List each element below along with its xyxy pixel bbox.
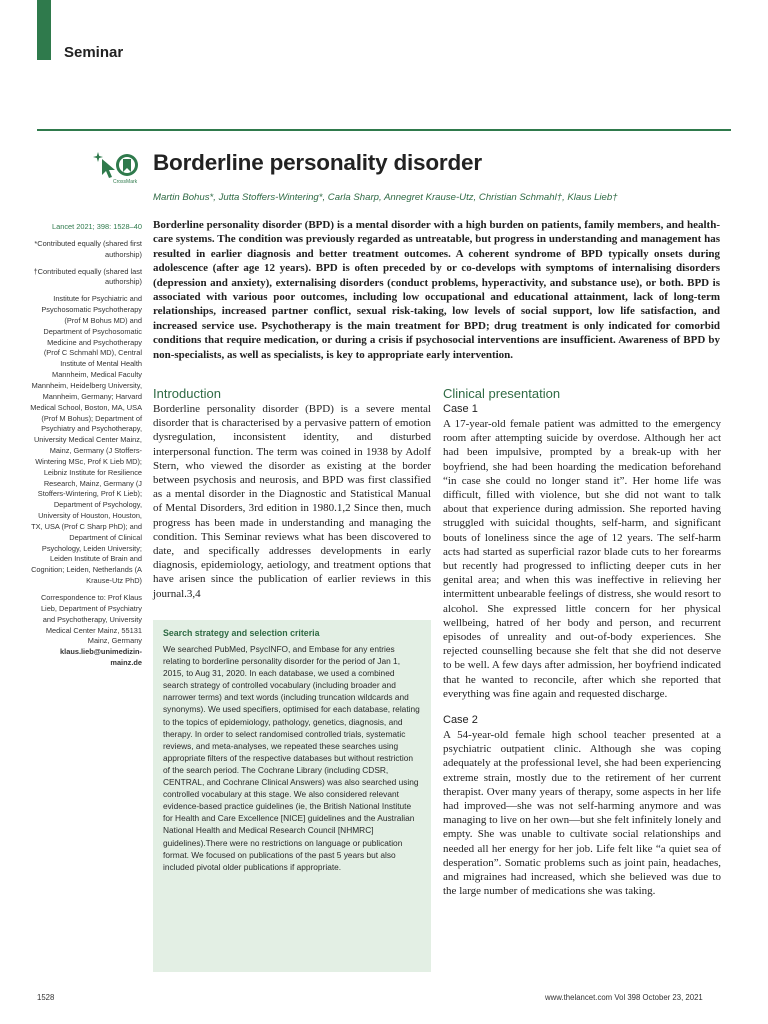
header-divider: [37, 129, 731, 131]
author-list: Martin Bohus*, Jutta Stoffers-Wintering*, Carla Sharp, Annegret Krause-Utz, Christian Schmahl†, Klaus Lieb†: [153, 192, 618, 203]
page-number: 1528: [37, 993, 55, 1002]
crossmark-badge[interactable]: [91, 150, 141, 190]
introduction-body: Borderline personality disorder (BPD) is a severe mental disorder that is characterised by a pervasive pattern of emotion dysregulation, inconsistent identity, and disturbed interpersonal function. The term was coined in 1938 by Adolf Stern, who viewed the disorder as existing at the border between psychosis and neurosis, and BPD was first classified as a mental disorder in the Diagnostic and Statistical Manual of Mental Disorders, 3rd edition in 1980.1,2 Since then, much progress has been made in understanding and managing the condition. This Seminar reviews what has been discovered to date, and specifically addresses developments in early diagnosis, epidemiology, aetiology, and treatment options that have arisen since the publication of earlier reviews in this journal.3,4: [153, 403, 431, 600]
journal-footer[interactable]: www.thelancet.com Vol 398 October 23, 2021: [545, 993, 703, 1002]
article-title: Borderline personality disorder: [153, 150, 482, 175]
introduction-heading: Introduction: [153, 386, 221, 401]
abstract: Borderline personality disorder (BPD) is a mental disorder with a high burden on patients, family members, and health-care systems. The condition was previously regarded as untreatable, but progress in understanding and management has resulted in earlier diagnosis and better treatment outcomes. A coherent syndrome of BPD typically onsets during adolescence (after age 12 years). BPD is often preceded by or co-develops with symptoms of internalising disorders (depression and anxiety), externalising disorders (conduct problems, hyperactivity, and substance use), or both. BPD is associated with various poor outcomes, including low occupational and educational attainment, lack of long-term relationships, increased partner conflict, sexual risk-taking, low levels of social support, low life satisfaction, and increased service use. Psychotherapy is the main treatment for BPD; drug treatment is only indicated for comorbid conditions that require medication, or during a crisis if psychosocial interventions are insufficient. Awareness of BPD by non-specialists, as well as specialists, is key to appropriate early intervention.: [153, 219, 720, 361]
footnote-last-authorship: †Contributed equally (shared last authorship): [33, 266, 142, 287]
article-sidebar: [30, 222, 142, 669]
search-strategy-title: Search strategy and selection criteria: [163, 628, 320, 638]
search-strategy-body: We searched PubMed, PsycINFO, and Embase for any entries relating to borderline personality disorder for the period of Jan 1, 2015, to Aug 31, 2020. In each database, we used a combined search strategy of controlled vocabulary (including broader and narrower terms) and text words (including truncation wildcards and synonyms). We used specifiers, optimised for each database, relating to the topics of epidemiology, pathology, genetics, diagnosis, and therapy. In order to select randomised controlled trials, systematic reviews, and meta-analyses, we repeated these searches using appropriate filters of the respective databases but without restriction of the search period. The Cochrane Library (including CDSR, CENTRAL, and Cochrane Clinical Answers) was also searched using controlled vocabulary at this stage. We also considered relevant evidence-based practice guidelines (ie, the British National Institute for Health and Care Excellence [NICE] guidelines and the Australian National Health and Medical Research Council [NHMRC] guidelines).There were no restrictions on language or publication format. We focused on publications of the past 5 years but also included pivotal older publications if appropriate.: [163, 644, 420, 872]
case-2-body: A 54-year-old female high school teacher presented at a psychiatric outpatient clinic. Although she was coping adequately at the professional level, she had been experiencing extreme strain, mostly due to the retirement of her current therapist. Over many years of therapy, some aspects in her life had improved—she was not self-harming anymore and was managing to live on her own—but she felt infinitely lonely and empty. She was unable to cultivate social relationships and needed all her energy for her job. Life felt like “a quiet sea of desperation”. Somatic problems such as joint pain, headaches, and migraines had increased, which she believed was due to the large number of medications she was taking.: [443, 729, 721, 898]
footnote-first-authorship: *Contributed equally (shared first authorship): [34, 238, 142, 259]
introduction-section: [153, 385, 431, 601]
clinical-presentation-heading: Clinical presentation: [443, 386, 561, 401]
section-label: Seminar: [64, 44, 124, 61]
clinical-presentation-section: [443, 385, 721, 899]
section-color-bar: [37, 0, 51, 60]
crossmark-label: CrossMark: [113, 179, 138, 185]
correspondence: Correspondence to: Prof Klaus Lieb, Department of Psychiatry and Psychotherapy, University Medical Center Mainz, 55131 Mainz, Germany: [40, 593, 142, 646]
case-1-body: A 17-year-old female patient was admitted to the emergency room after attempting suicide by overdose. Although her act had been impulsive, prompted by a break-up with her boyfriend, she had been hoarding the medication beforehand “in case she could no longer stand it”. Her home life was difficult, filled with violence, but she did not want to talk about that experience during admission. She reported having struggled with suicidal thoughts, self-harm, and significant bouts of loneliness since the age of 12 years. The self-harm acts had started as superficial razor blade cuts to her forearms but recently had progressed to inflicting deeper cuts in her genital area; and when this was ineffective in relieving her intermittent unbearable feelings of distress, she would resort to alcohol. She expressed little concern for her physical wellbeing, hatred of her body and person, and recurrent episodes of unreality and out-of-body experiences. She rejected counselling because she felt that she did not deserve to be well. A few days after admission, her boyfriend indicated that he wanted to reconcile, after which she reported that everything was fine again and requested discharge.: [443, 418, 721, 700]
author-affiliations: Institute for Psychiatric and Psychosomatic Psychotherapy (Prof M Bohus MD) and Department of Psychosomatic Medicine and Psychotherapy (Prof C Schmahl MD), Central Institute of Mental Health Mannheim, Medical Faculty Mannheim, Heidelberg University, Mannheim, Germany; Harvard Medical School, Boston, MA, USA (Prof M Bohus); Department of Psychiatry and Psychotherapy, University Medical Center Mainz, Mainz, Germany (J Stoffers-Wintering MSc, Prof K Lieb MD); Leibniz Institute for Resilience Research, Mainz, Germany (J Stoffers-Wintering, Prof K Lieb); Department of Psychology, University of Houston, Houston, TX, USA (Prof C Sharp PhD); and Department of Clinical Psychology, Leiden University; Leiden Institute of Brain and Cognition; Leiden, Netherlands (A Krause-Utz PhD): [30, 294, 142, 586]
correspondence-email[interactable]: klaus.lieb@unimedizin-mainz.de: [60, 647, 142, 668]
case-2-label: Case 2: [443, 714, 478, 727]
citation: Lancet 2021; 398: 1528–40: [51, 222, 142, 231]
case-1-label: Case 1: [443, 403, 478, 415]
search-strategy-panel: [153, 620, 431, 972]
